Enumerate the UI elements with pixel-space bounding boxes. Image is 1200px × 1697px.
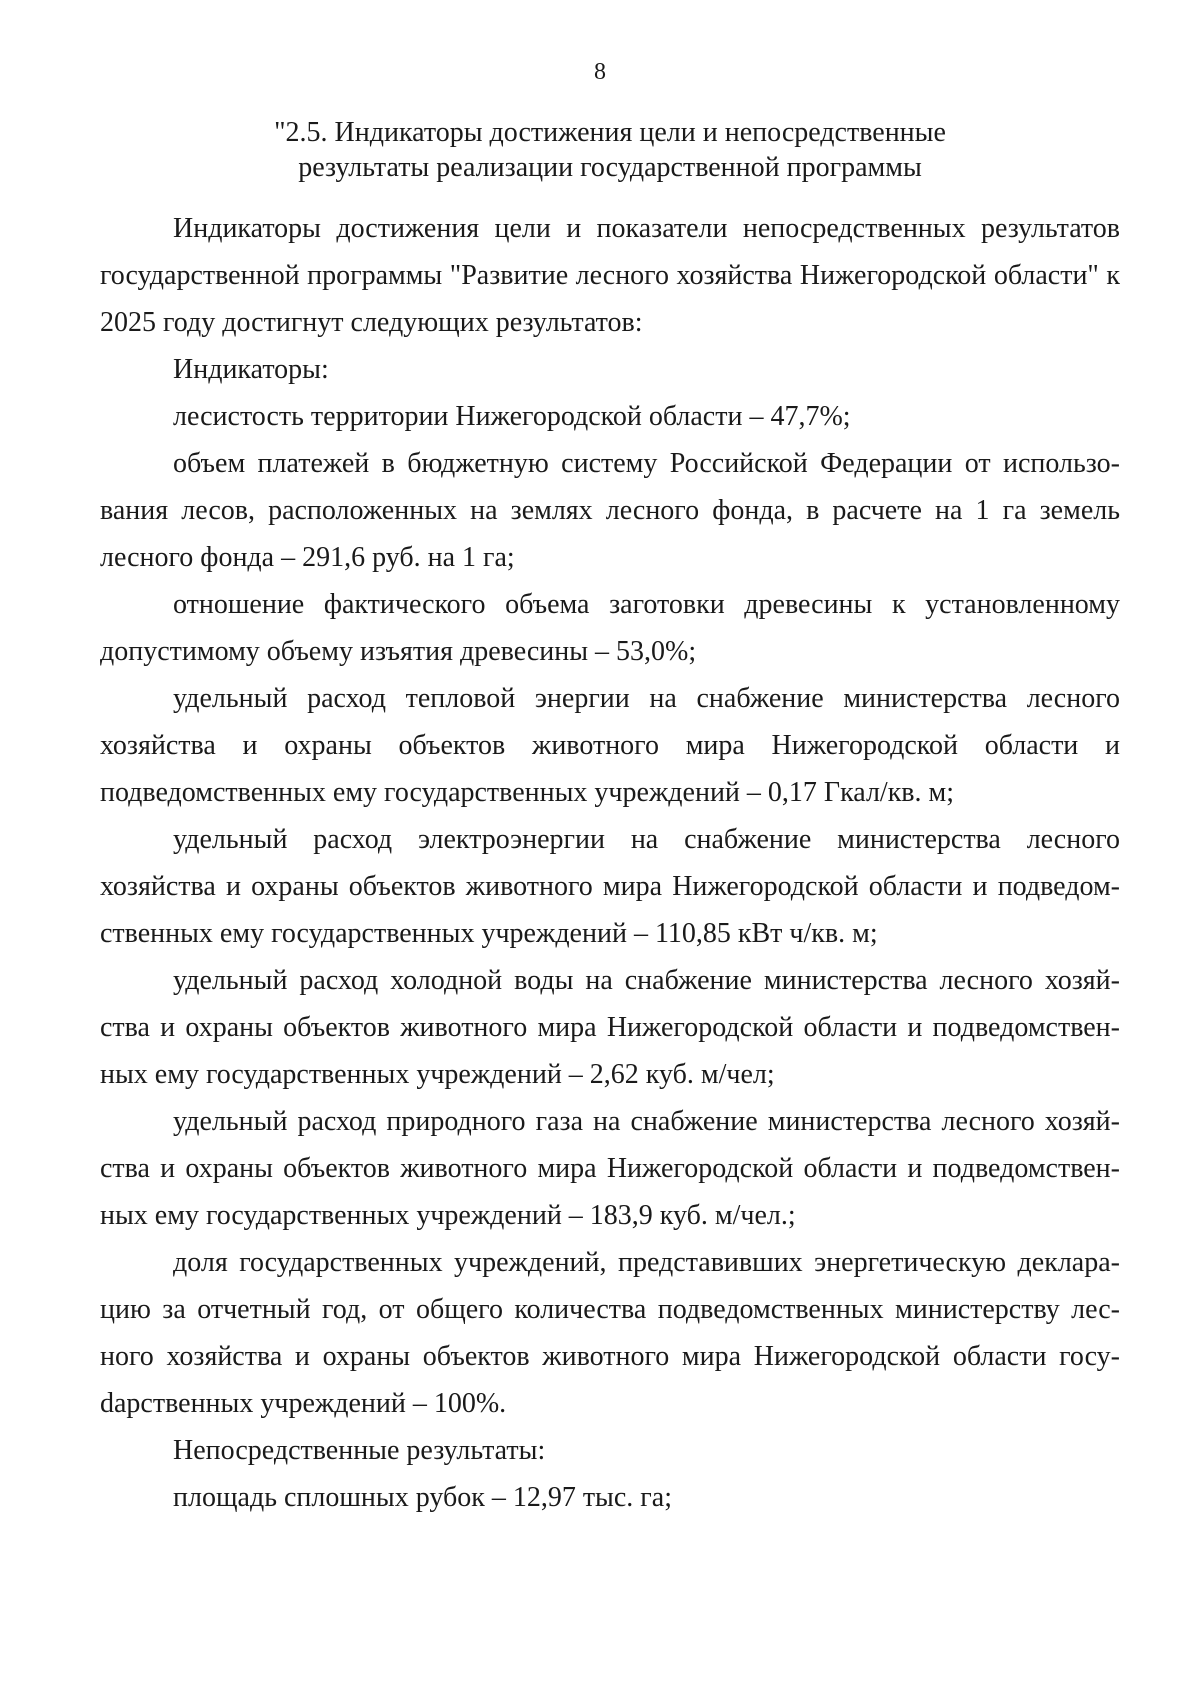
result-clear-cutting-area: площадь сплошных рубок – 12,97 тыс. га; [173,1482,672,1513]
direct-results-heading: Непосредственные результаты: [173,1435,546,1466]
page-number: 8 [594,59,606,85]
indicator-cold-water-consumption: удельный расход холодной воды на снабжение министерства лесного хозяйства и охраны объектов животного мира Нижегородской области и подведомственных ему государственных учреждений – 2,62 куб. м/чел; [100,965,1120,1090]
section-heading-line-1: "2.5. Индикаторы достижения цели и непосредственные [274,117,946,148]
indicator-natural-gas-consumption: удельный расход природного газа на снабжение министерства лесного хозяйства и охраны объектов животного мира Нижегородской области и подведомственных ему государственных учреждений – 183,9 куб. м/чел.; [100,1106,1120,1231]
indicators-heading: Индикаторы: [173,354,329,385]
section-heading-line-2: результаты реализации государственной программы [298,152,922,183]
indicator-heat-consumption: удельный расход тепловой энергии на снабжение министерства лесного хозяйства и охраны объектов животного мира Нижегородской области и подведомственных ему государственных учреждений – 0,17 Гкал/кв. м; [100,683,1120,808]
section-heading [150,115,1070,185]
indicator-budget-payments: объем платежей в бюджетную систему Российской Федерации от использования лесов, расположенных на землях лесного фонда, в расчете на 1 га земель лесного фонда – 291,6 руб. на 1 га; [100,448,1120,573]
indicator-timber-harvest-ratio: отношение фактического объема заготовки древесины к установленному допустимому объему изъятия древесины – 53,0%; [100,589,1120,667]
indicator-electricity-consumption: удельный расход электроэнергии на снабжение министерства лесного хозяйства и охраны объектов животного мира Нижегородской области и подведомственных ему государственных учреждений – 110,85 кВт ч/кв. м; [100,824,1120,949]
document-body [100,205,1120,1521]
intro-paragraph: Индикаторы достижения цели и показатели непосредственных результатов государственной программы "Развитие лесного хозяйства Нижегородской области" к 2025 году достигнут следующих результатов: [100,213,1120,338]
indicator-forest-cover: лесистость территории Нижегородской области – 47,7%; [173,401,851,432]
indicator-energy-declaration-share: доля государственных учреждений, представивших энергетическую декларацию за отчетный год, от общего количества подведомственных министерству лесного хозяйства и охраны объектов животного мира Нижегородской области госуdарственных учреждений – 100%. [100,1247,1120,1419]
